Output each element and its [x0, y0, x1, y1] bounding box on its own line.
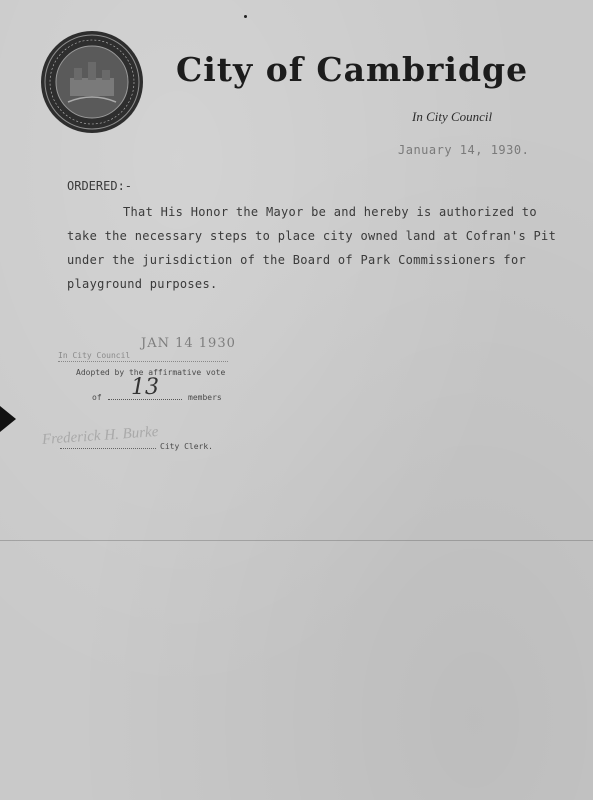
order-line: That His Honor the Mayor be and hereby is authorized to	[123, 205, 537, 219]
clerk-signature: Frederick H. Burke	[41, 423, 159, 449]
order-line: playground purposes.	[67, 277, 218, 291]
stamp-vote-count: 13	[108, 377, 182, 400]
ink-dot	[244, 15, 247, 18]
stamp-date: JAN 14 1930	[141, 336, 236, 351]
stamp-adopted-label: Adopted by the affirmative vote	[76, 368, 226, 377]
margin-tab-mark	[0, 406, 16, 432]
fold-line	[0, 540, 593, 541]
order-line: under the jurisdiction of the Board of Park Commissioners for	[67, 253, 527, 267]
clerk-label: City Clerk.	[160, 442, 213, 451]
ordered-heading: ORDERED:-	[67, 179, 133, 193]
order-line: take the necessary steps to place city owned land at Cofran's Pit	[67, 229, 557, 243]
letterhead-subtitle: In City Council	[412, 109, 493, 124]
document-date: January 14, 1930.	[398, 143, 530, 157]
order-body	[67, 200, 557, 296]
letterhead-title: City of Cambridge	[176, 50, 529, 89]
city-seal-icon	[40, 30, 144, 134]
signature-line	[60, 448, 156, 449]
stamp-members-label: members	[188, 393, 222, 402]
stamp-council-label: In City Council	[58, 351, 228, 362]
stamp-of-label: of	[92, 393, 102, 402]
